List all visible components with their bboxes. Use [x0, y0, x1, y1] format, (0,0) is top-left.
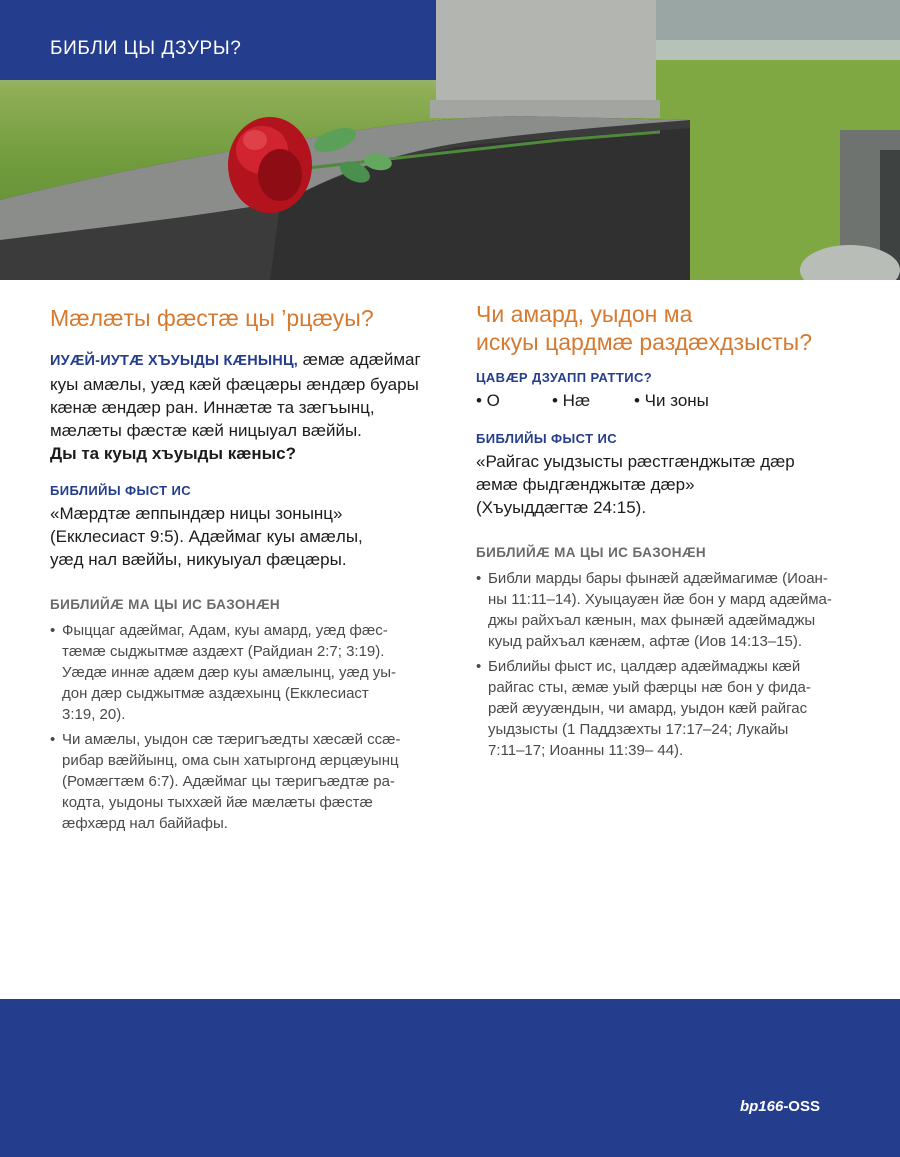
- option-maybe: • Чи зоны: [634, 391, 709, 410]
- right-bible-label: БИБЛИЙЫ ФЫСТ ИС: [476, 431, 618, 446]
- banner-title: БИБЛИ ЦЫ ДЗУРЫ?: [50, 38, 242, 59]
- footer-band: [0, 999, 900, 1157]
- option-yes: • О: [476, 391, 500, 410]
- publication-code: [740, 1098, 820, 1115]
- list-item: • Фыццаг адæймаг, Адам, куы амард, уæд фæс- тæмæ сыджытмæ аздæхт (Райдиан 2:7; 3:19). Уæдæ иннæ адæм дæр куы амæлынц, уæд уы- дон дæр сыджытмæ аздæхынц (Екклесиаст 3:19, 20).: [50, 620, 430, 725]
- right-column: [476, 300, 856, 765]
- right-points-list: [476, 568, 856, 761]
- right-question-label: ЦАВÆР ДЗУАПП РАТТИС?: [476, 370, 653, 385]
- option-no: • Нæ: [552, 391, 591, 410]
- answer-options: [476, 391, 856, 411]
- right-heading: Чи амард, уыдон ма искуы цардмæ раздæхдзысты?: [476, 301, 812, 355]
- left-bible-label: БИБЛИЙЫ ФЫСТ ИС: [50, 483, 192, 498]
- left-basis-label: БИБЛИЙÆ МА ЦЫ ИС БАЗОНÆН: [50, 597, 280, 612]
- publication-code-prefix: bp166: [739, 1098, 784, 1115]
- right-basis-label: БИБЛИЙÆ МА ЦЫ ИС БАЗОНÆН: [476, 545, 706, 560]
- publication-code-suffix: -OSS: [783, 1098, 820, 1115]
- intro-text: æмæ адæймаг куы амæлы, уæд кæй фæцæры æндæр буары кæнæ æндæр ран. Иннæтæ та зæгъынц, мæлæты фæстæ кæй ницыуал вæййы.: [50, 350, 421, 440]
- hero-photo: [0, 0, 900, 280]
- header-banner: [0, 0, 436, 80]
- left-bible-quote: «Мæрдтæ æппындæр ницы зонынц» (Екклесиаст 9:5). Адæймаг куы амæлы, уæд нал вæййы, никуыуал фæцæры.: [50, 504, 363, 569]
- list-item: • Библийы фыст ис, цалдæр адæймаджы кæй райгас сты, æмæ уый фæрцы нæ бон у фида- рæй æууæндын, чи амард, уыдон кæй райгас уыдзысты (1 Паддзæхты 17:17–24; Лукайы 7:11–17; Иоанны 11:39– 44).: [476, 656, 856, 761]
- left-intro: [50, 348, 430, 465]
- left-points-list: [50, 620, 430, 834]
- intro-lead: ИУÆЙ-ИУТÆ ХЪУЫДЫ КÆНЫНЦ,: [50, 353, 298, 369]
- intro-question: Ды та куыд хъуыды кæныс?: [50, 444, 296, 463]
- list-item: • Чи амæлы, уыдон сæ тæригъæдты хæсæй ссæ- рибар вæййынц, ома сын хатыргонд æрцæуынц (Ромæгтæм 6:7). Адæймаг цы тæригъæдтæ ра- кодта, уыдоны тыххæй йæ мæлæты фæстæ æфхæрд нал баййафы.: [50, 729, 430, 834]
- left-heading: Мæлæты фæстæ цы ’рцæуы?: [50, 305, 374, 331]
- right-bible-quote: «Райгас уыдзысты рæстгæнджытæ дæр æмæ фыдгæнджытæ дæр» (Хъуыддæгтæ 24:15).: [476, 452, 795, 517]
- left-column: [50, 300, 430, 838]
- list-item: • Библи марды бары фынæй адæймагимæ (Иоан- ны 11:11–14). Хуыцауæн йæ бон у мард адæйма- джы райхъал кæнын, мах фынæй адæймаджы куыд райхъал кæнæм, афтæ (Иов 14:13–15).: [476, 568, 856, 652]
